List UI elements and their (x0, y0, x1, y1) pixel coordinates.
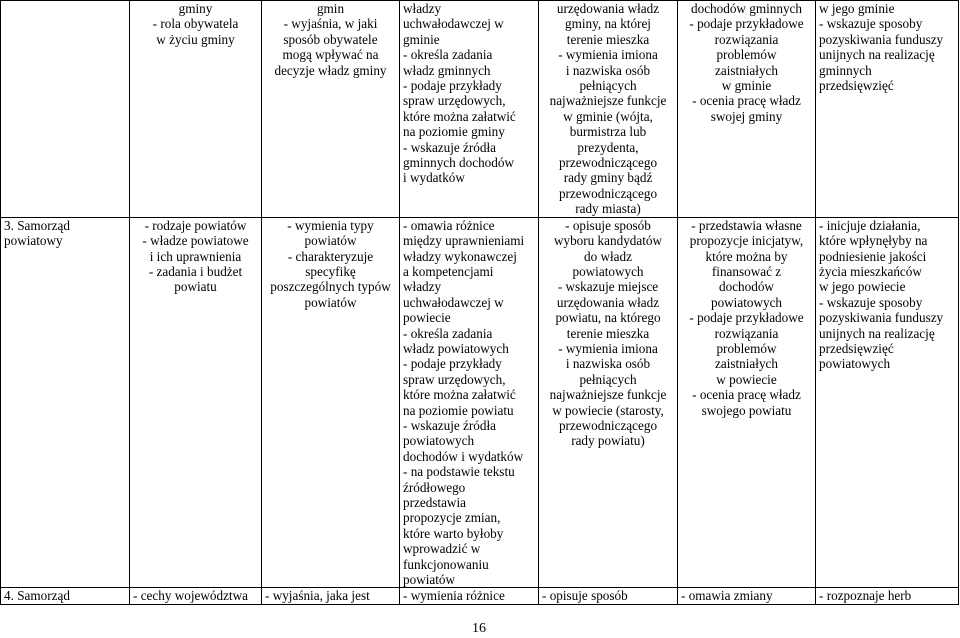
table-cell-grade-4: urzędowania władz gminy, na której terenie mieszka - wymienia imiona i nazwiska osób pełniących najważniejsze funkcje w gminie (wójta, burmistrza lub prezydenta, przewodniczącego rady gminy bądź przewodniczącego rady miasta) (539, 1, 678, 218)
table-cell-topic (1, 1, 130, 218)
table-cell-grade-6: - inicjuje działania, które wpłynęłyby na podniesienie jakości życia mieszkańców w jego powiecie - wskazuje sposoby pozyskiwania funduszy unijnych na realizację przedsięwzięć powiatowych (816, 217, 959, 588)
table-row-gmina (1, 1, 959, 218)
table-cell-content: gminy - rola obywatela w życiu gminy (130, 1, 262, 218)
table-cell-topic: 4. Samorząd (1, 588, 130, 605)
table-row-powiat (1, 217, 959, 588)
table-cell-topic: 3. Samorząd powiatowy (1, 217, 130, 588)
table-cell-grade-3: - omawia różnice między uprawnieniami władzy wykonawczej a kompetencjami władzy uchwałodawczej w powiecie - określa zadania władz powiatowych - podaje przykłady spraw urzędowych, które można załatwić na poziomie powiatu - wskazuje źródła powiatowych dochodów i wydatków - na podstawie tekstu źródłowego przedstawia propozycje zmian, które warto byłoby wprowadzić w funkcjonowaniu powiatów (400, 217, 539, 588)
page-number: 16 (472, 621, 486, 636)
table-cell-grade-5: - przedstawia własne propozycje inicjatyw, które można by finansować z dochodów powiatowych - podaje przykładowe rozwiązania problemów zaistniałych w powiecie - ocenia pracę władz swojego powiatu (678, 217, 816, 588)
table-cell-grade-6: w jego gminie - wskazuje sposoby pozyskiwania funduszy unijnych na realizację gminnych przedsięwzięć (816, 1, 959, 218)
table-cell-grade-2: gmin - wyjaśnia, w jaki sposób obywatele mogą wpływać na decyzje władz gminy (262, 1, 400, 218)
table-cell-grade-6: - rozpoznaje herb (816, 588, 959, 605)
table-cell-grade-2: - wymienia typy powiatów - charakteryzuje specyfikę poszczególnych typów powiatów (262, 217, 400, 588)
table-cell-grade-2: - wyjaśnia, jaka jest (262, 588, 400, 605)
table-cell-content: - rodzaje powiatów - władze powiatowe i ich uprawnienia - zadania i budżet powiatu (130, 217, 262, 588)
table-cell-grade-3: - wymienia różnice (400, 588, 539, 605)
table-row-wojewodztwo (1, 588, 959, 605)
table-cell-grade-4: - opisuje sposób (539, 588, 678, 605)
table-cell-grade-4: - opisuje sposób wyboru kandydatów do władz powiatowych - wskazuje miejsce urzędowania władz powiatu, na którego terenie mieszka - wymienia imiona i nazwiska osób pełniących najważniejsze funkcje w powiecie (starosty, przewodniczącego rady powiatu) (539, 217, 678, 588)
table-cell-grade-5: dochodów gminnych - podaje przykładowe rozwiązania problemów zaistniałych w gminie - ocenia pracę władz swojej gminy (678, 1, 816, 218)
table-cell-grade-5: - omawia zmiany (678, 588, 816, 605)
table-cell-content: - cechy województwa (130, 588, 262, 605)
table-cell-grade-3: władzy uchwałodawczej w gminie - określa zadania władz gminnych - podaje przykłady spraw urzędowych, które można załatwić na poziomie gminy - wskazuje źródła gminnych dochodów i wydatków (400, 1, 539, 218)
